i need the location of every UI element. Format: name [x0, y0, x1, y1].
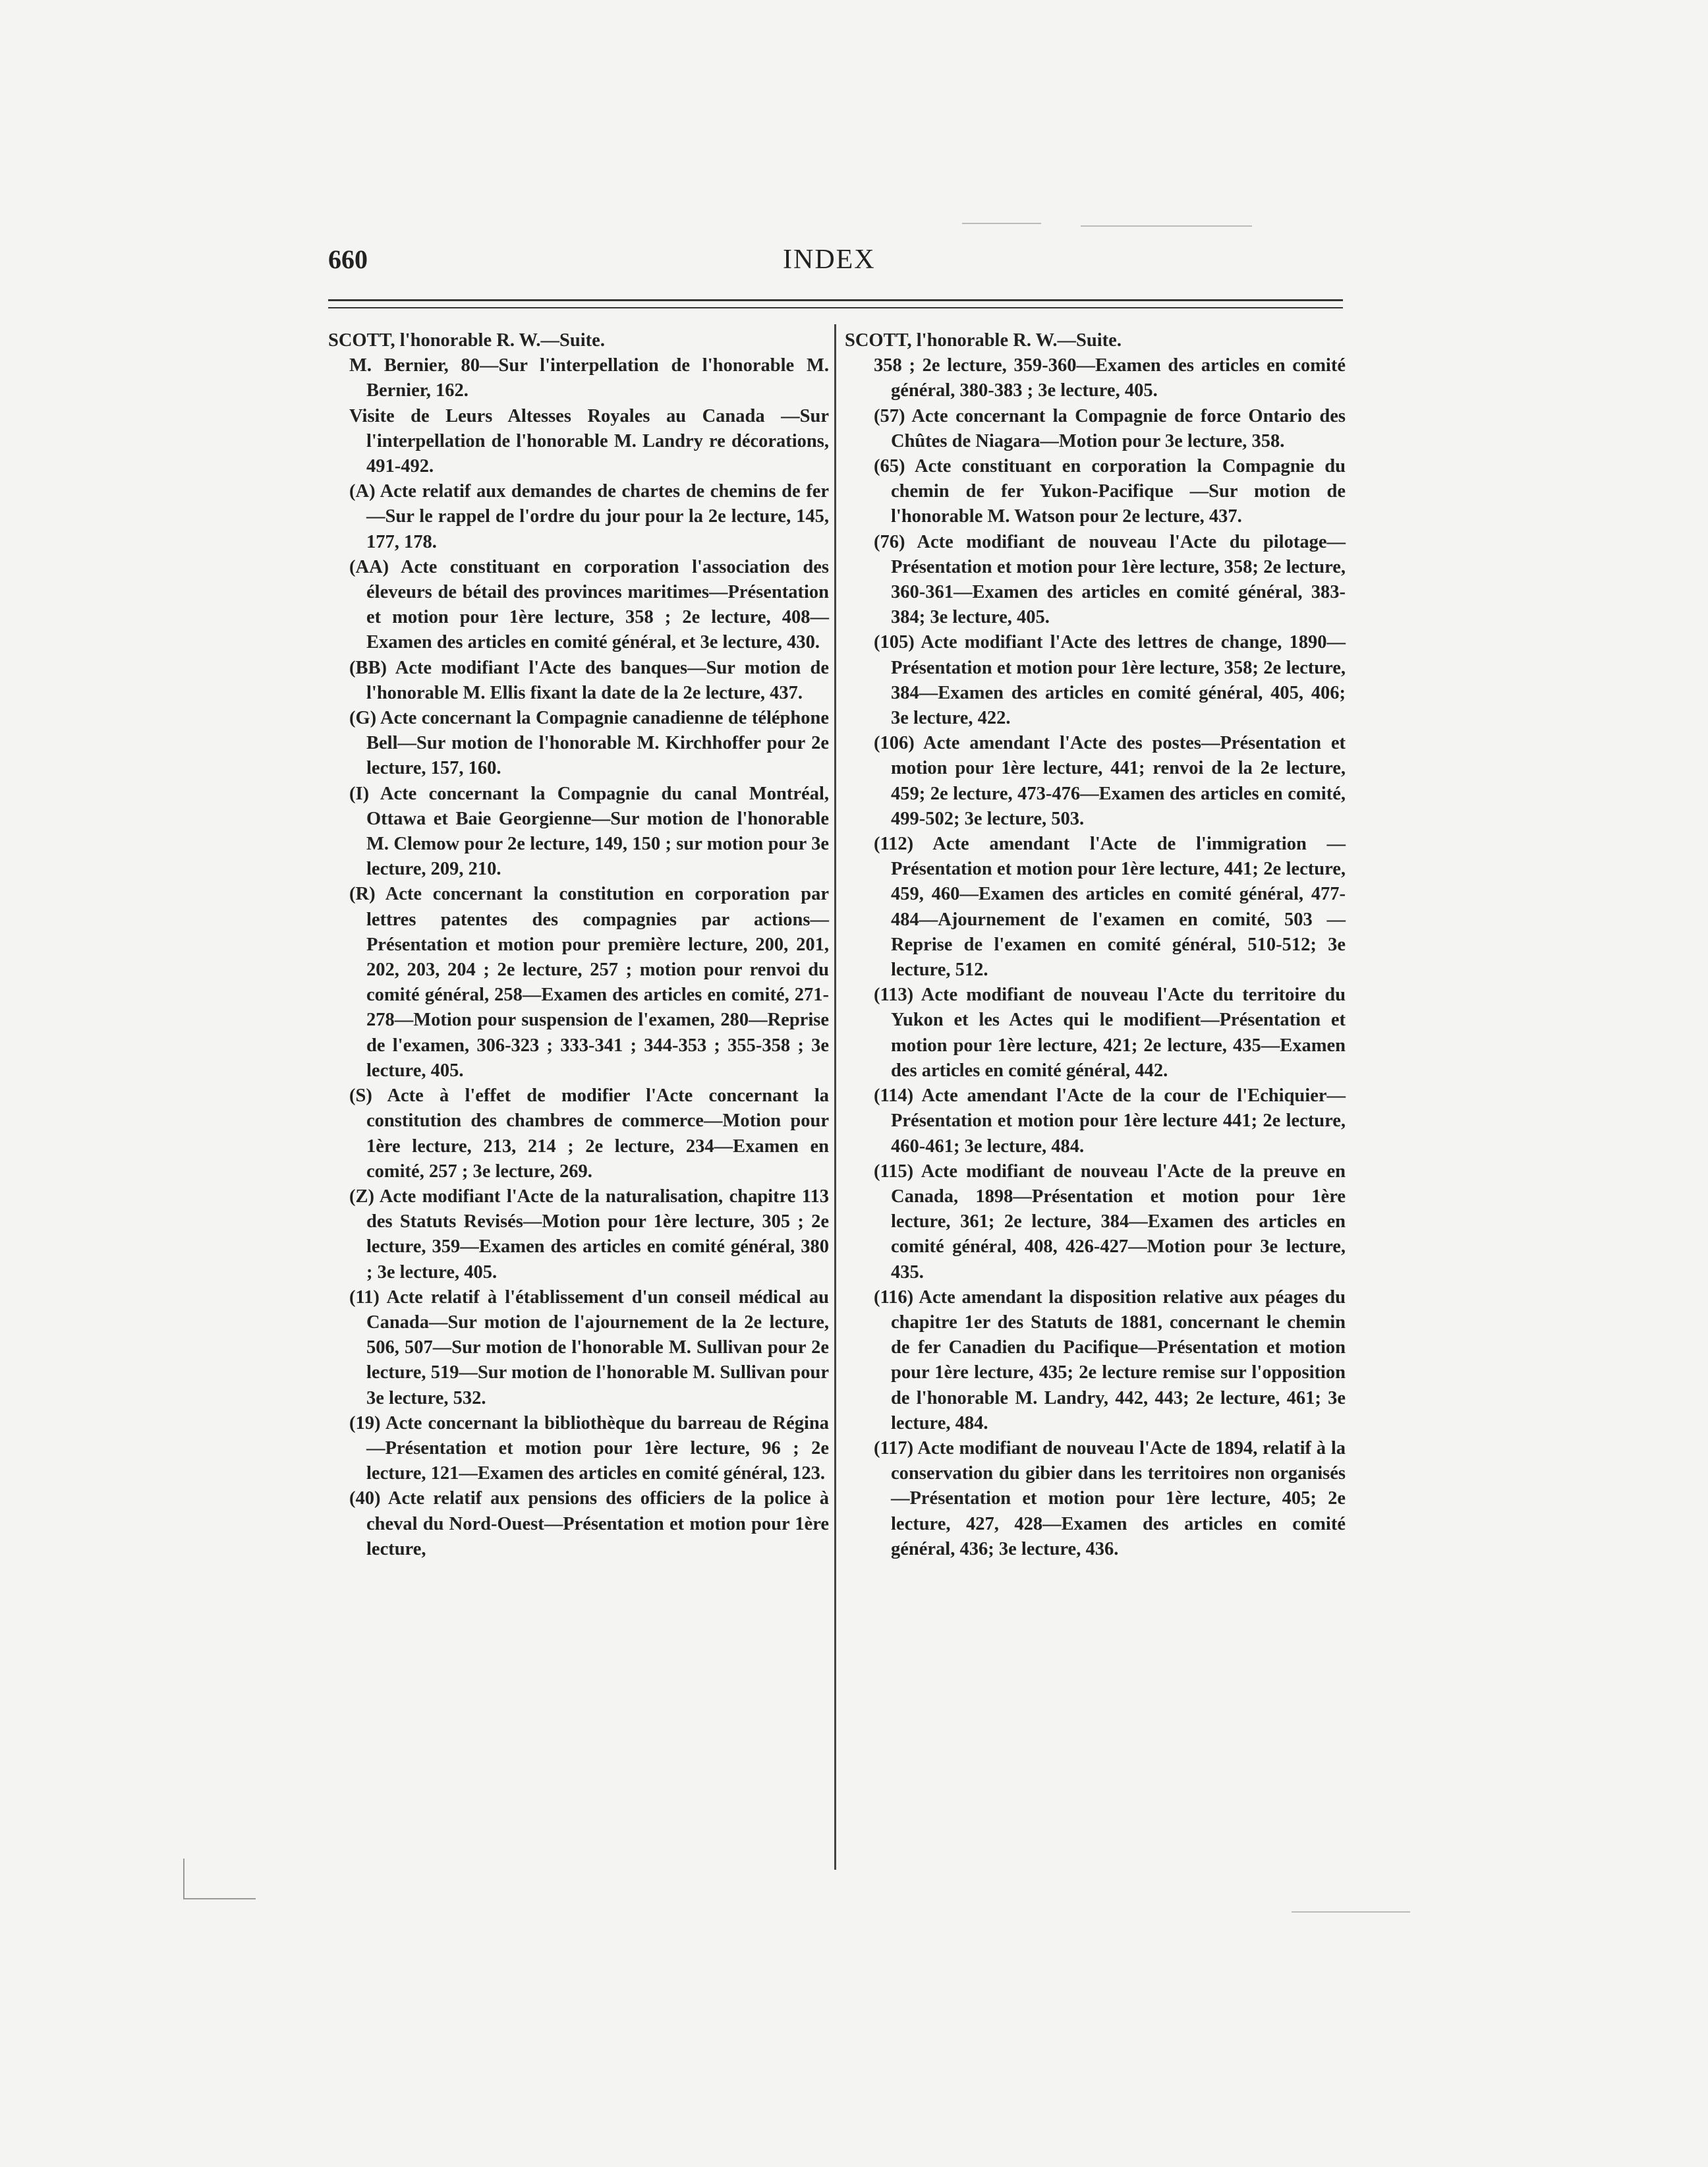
index-entry: M. Bernier, 80—Sur l'interpellation de l'honorable M. Bernier, 162. [349, 355, 829, 401]
scan-mark [1292, 1911, 1410, 1913]
index-entry: (76) Acte modifiant de nouveau l'Acte du pilotage—Présentation et motion pour 1ère lecture, 358; 2e lecture, 360-361—Examen des articles en comité général, 383-384; 3e lecture, 405. [874, 531, 1346, 628]
index-entry: (57) Acte concernant la Compagnie de force Ontario des Chûtes de Niagara—Motion pour 3e lecture, 358. [874, 405, 1346, 451]
index-entry: (A) Acte relatif aux demandes de chartes de chemins de fer—Sur le rappel de l'ordre du jour pour la 2e lecture, 145, 177, 178. [349, 481, 829, 552]
header-rule [328, 307, 1343, 308]
page-edge-mark [183, 1859, 185, 1899]
index-entry: (116) Acte amendant la disposition relative aux péages du chapitre 1er des Statuts de 1881, concernant le chemin de fer Canadien du Pacifique—Présentation et motion pour 1ère lecture, 435; 2e lecture remise sur l'opposition de l'honorable M. Landry, 442, 443; 2e lecture, 461; 3e lecture, 484. [874, 1286, 1346, 1433]
page-number: 660 [328, 245, 368, 274]
index-entry: (11) Acte relatif à l'établissement d'un conseil médical au Canada—Sur motion de l'ajournement de la 2e lecture, 506, 507—Sur motion de l'honorable M. Sullivan pour 2e lecture, 519—Sur motion de l'honorable M. Sullivan pour 3e lecture, 532. [349, 1286, 829, 1408]
page-title: INDEX [783, 245, 876, 275]
index-column-left [328, 328, 829, 1562]
index-entry: (115) Acte modifiant de nouveau l'Acte de la preuve en Canada, 1898—Présentation et motion pour 1ère lecture, 361; 2e lecture, 384—Examen des articles en comité général, 408, 426-427—Motion pour 3e lecture, 435. [874, 1161, 1346, 1283]
index-entry: 358 ; 2e lecture, 359-360—Examen des articles en comité général, 380-383 ; 3e lecture, 405. [874, 355, 1346, 401]
index-entry: (S) Acte à l'effet de modifier l'Acte concernant la constitution des chambres de commerce—Motion pour 1ère lecture, 213, 214 ; 2e lecture, 234—Examen en comité, 257 ; 3e lecture, 269. [349, 1085, 829, 1182]
index-entry: (113) Acte modifiant de nouveau l'Acte du territoire du Yukon et les Actes qui le modifient—Présentation et motion pour 1ère lecture, 421; 2e lecture, 435—Examen des articles en comité général, 442. [874, 985, 1346, 1081]
index-entry: (I) Acte concernant la Compagnie du canal Montréal, Ottawa et Baie Georgienne—Sur motion de l'honorable M. Clemow pour 2e lecture, 149, 150 ; sur motion pour 3e lecture, 209, 210. [349, 783, 829, 880]
index-entry: (40) Acte relatif aux pensions des officiers de la police à cheval du Nord-Ouest—Présentation et motion pour 1ère lecture, [349, 1488, 829, 1559]
index-entry: (BB) Acte modifiant l'Acte des banques—Sur motion de l'honorable M. Ellis fixant la date de la 2e lecture, 437. [349, 657, 829, 703]
page-edge-mark [183, 1898, 256, 1899]
scan-mark [962, 223, 1041, 224]
index-entry: (R) Acte concernant la constitution en corporation par lettres patentes des compagnies par actions—Présentation et motion pour première lecture, 200, 201, 202, 203, 204 ; 2e lecture, 257 ; motion pour renvoi du comité général, 258—Examen des articles en comité, 271-278—Motion pour suspension de l'examen, 280—Reprise de l'examen, 306-323 ; 333-341 ; 344-353 ; 355-358 ; 3e lecture, 405. [349, 884, 829, 1081]
index-entry: Visite de Leurs Altesses Royales au Canada —Sur l'interpellation de l'honorable M. Landry re décorations, 491-492. [349, 405, 829, 477]
index-entry: (AA) Acte constituant en corporation l'association des éleveurs de bétail des provinces maritimes—Présentation et motion pour 1ère lecture, 358 ; 2e lecture, 408—Examen des articles en comité général, et 3e lecture, 430. [349, 556, 829, 653]
index-column-right [845, 328, 1346, 1562]
column-heading: SCOTT, l'honorable R. W.—Suite. [328, 330, 605, 351]
index-entry: (65) Acte constituant en corporation la Compagnie du chemin de fer Yukon-Pacifique —Sur motion de l'honorable M. Watson pour 2e lecture, 437. [874, 456, 1346, 527]
index-entry: (106) Acte amendant l'Acte des postes—Présentation et motion pour 1ère lecture, 441; renvoi de la 2e lecture, 459; 2e lecture, 473-476—Examen des articles en comité, 499-502; 3e lecture, 503. [874, 733, 1346, 829]
header-rule [328, 299, 1343, 301]
index-entry: (117) Acte modifiant de nouveau l'Acte de 1894, relatif à la conservation du gibier dans les territoires non organisés—Présentation et motion pour 1ère lecture, 405; 2e lecture, 427, 428—Examen des articles en comité général, 436; 3e lecture, 436. [874, 1437, 1346, 1559]
index-entry: (105) Acte modifiant l'Acte des lettres de change, 1890—Présentation et motion pour 1ère lecture, 358; 2e lecture, 384—Examen des articles en comité général, 405, 406; 3e lecture, 422. [874, 632, 1346, 729]
column-heading: SCOTT, l'honorable R. W.—Suite. [845, 330, 1122, 351]
scan-mark [1081, 225, 1252, 227]
index-entry: (19) Acte concernant la bibliothèque du barreau de Régina—Présentation et motion pour 1ère lecture, 96 ; 2e lecture, 121—Examen des articles en comité général, 123. [349, 1412, 829, 1484]
index-entry: (112) Acte amendant l'Acte de l'immigration —Présentation et motion pour 1ère lecture, 441; 2e lecture, 459, 460—Examen des articles en comité général, 477-484—Ajournement de l'examen en comité, 503 —Reprise de l'examen en comité général, 510-512; 3e lecture, 512. [874, 834, 1346, 981]
index-entry: (Z) Acte modifiant l'Acte de la naturalisation, chapitre 113 des Statuts Revisés—Motion pour 1ère lecture, 305 ; 2e lecture, 359—Examen des articles en comité général, 380 ; 3e lecture, 405. [349, 1186, 829, 1283]
index-entry: (G) Acte concernant la Compagnie canadienne de téléphone Bell—Sur motion de l'honorable M. Kirchhoffer pour 2e lecture, 157, 160. [349, 708, 829, 779]
page-header [328, 244, 1343, 283]
index-entry: (114) Acte amendant l'Acte de la cour de l'Echiquier—Présentation et motion pour 1ère lecture 441; 2e lecture, 460-461; 3e lecture, 484. [874, 1085, 1346, 1157]
column-divider [834, 324, 836, 1870]
